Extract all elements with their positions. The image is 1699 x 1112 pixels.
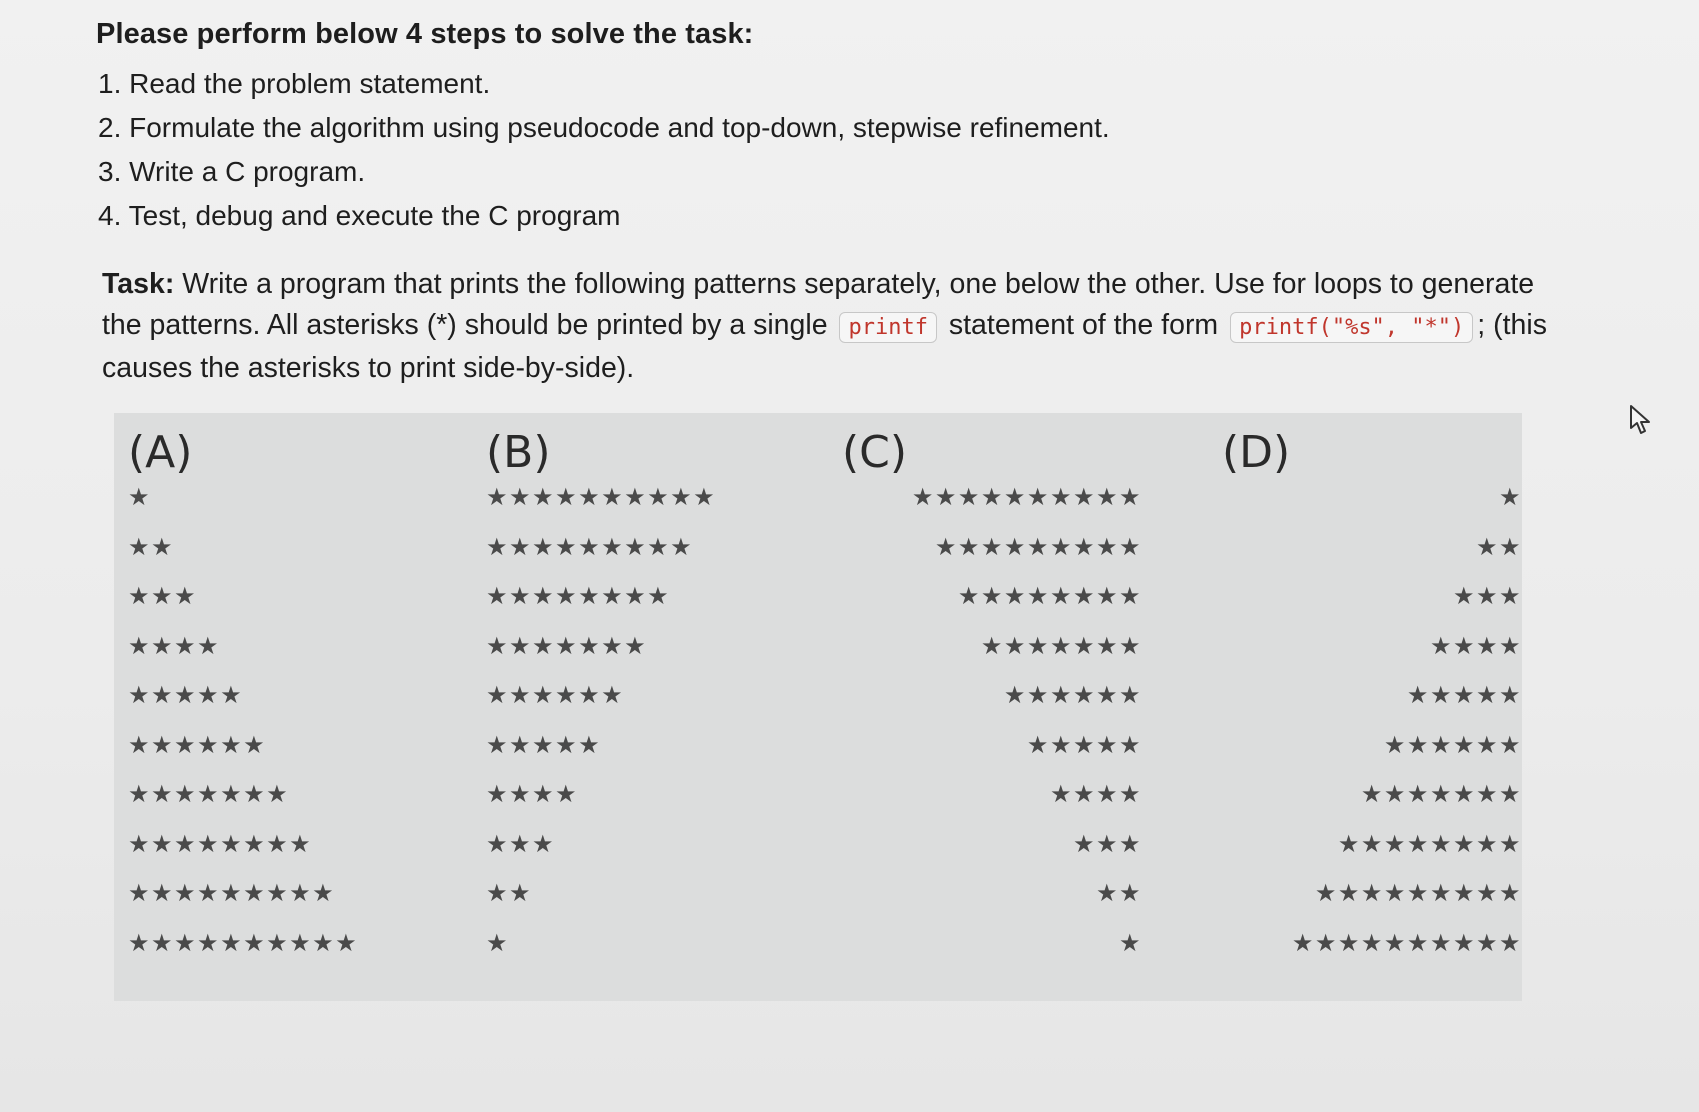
printf-form-code: printf("%s", "*"): [1230, 312, 1473, 343]
pattern-row: ★: [1498, 483, 1522, 511]
pattern-row: ★★★★★★★★★★: [1291, 928, 1522, 957]
pattern-row: ★★★★★★: [1003, 681, 1142, 709]
pattern-row: ★★★★★★★: [1360, 780, 1522, 808]
pattern-row: ★★★: [1072, 829, 1142, 858]
pattern-row: ★★: [1475, 532, 1522, 561]
pattern-row: ★: [128, 483, 152, 511]
pattern-row: ★★★★★★★★★: [934, 532, 1142, 561]
pattern-row: ★★★★: [486, 780, 579, 808]
pattern-row: ★★★★★★★★★: [128, 879, 336, 907]
pattern-row: ★★★★★: [486, 730, 602, 759]
pattern-row: ★★★★★★★★★: [1314, 879, 1522, 907]
pattern-row: ★★★★★★★★: [128, 829, 313, 858]
task-text: statement of the form: [940, 309, 1227, 341]
pattern-row: ★★★★★★★★★★: [128, 928, 359, 957]
steps-list: [98, 62, 1110, 238]
pattern-row: ★★★★★★★: [980, 631, 1142, 660]
pattern-row: ★★★★★★★★★: [486, 532, 694, 561]
mouse-pointer-icon: [1628, 404, 1654, 438]
pattern-row: ★: [486, 928, 510, 957]
pattern-row: ★★★★★: [1406, 681, 1522, 709]
pattern-row: ★★★: [486, 829, 556, 858]
task-label: Task:: [102, 268, 175, 300]
pattern-row: ★★★★★★★★: [957, 582, 1142, 610]
step-item: 3. Write a C program.: [98, 156, 366, 187]
pattern-row: ★★: [486, 879, 533, 907]
pattern-row: ★★★★★★: [1383, 730, 1522, 759]
step-item: 1. Read the problem statement.: [98, 68, 491, 99]
pattern-row: ★★★★★★★★: [486, 582, 671, 610]
pattern-row: ★★★★★: [128, 681, 244, 709]
pattern-row: ★★: [128, 532, 175, 561]
pattern-row: ★★★★: [1049, 780, 1142, 808]
pattern-row: ★★★: [1452, 582, 1522, 610]
pattern-row: ★★★★★★★: [486, 631, 648, 660]
task-paragraph: [102, 264, 1552, 389]
pattern-row: ★★★★★★: [128, 730, 267, 759]
patterns-panel: [114, 413, 1522, 1001]
pattern-title: (A): [128, 427, 193, 478]
pattern-row: ★: [1118, 928, 1142, 957]
pattern-row: ★★★★★★★★★★: [911, 483, 1142, 511]
printf-code: printf: [839, 312, 936, 343]
pattern-row: ★★★★★★: [486, 681, 625, 709]
pattern-row: ★★★★: [1429, 631, 1522, 660]
task-text: Write a program that prints the following patterns separately, one below the other. Use for loops to generate the patterns. All asterisks (*) should be printed by a single: [102, 268, 1535, 341]
pattern-row: ★★★★★: [1026, 730, 1142, 759]
instructions-heading: Please perform below 4 steps to solve the task:: [96, 18, 754, 50]
step-item: 2. Formulate the algorithm using pseudocode and top-down, stepwise refinement.: [98, 112, 1110, 143]
pattern-row: ★★★★★★★★: [1337, 829, 1522, 858]
pattern-title: (C): [842, 427, 908, 478]
pattern-title: (B): [486, 427, 551, 478]
pattern-row: ★★: [1095, 879, 1142, 907]
step-item: 4. Test, debug and execute the C program: [98, 200, 621, 231]
pattern-row: ★★★★: [128, 631, 221, 660]
pattern-title: (D): [1222, 427, 1291, 478]
pattern-row: ★★★: [128, 582, 198, 610]
task-text: ; (this causes the asterisks to print side-by-side).: [102, 309, 1547, 384]
pattern-row: ★★★★★★★★★★: [486, 483, 717, 511]
pattern-row: ★★★★★★★: [128, 780, 290, 808]
